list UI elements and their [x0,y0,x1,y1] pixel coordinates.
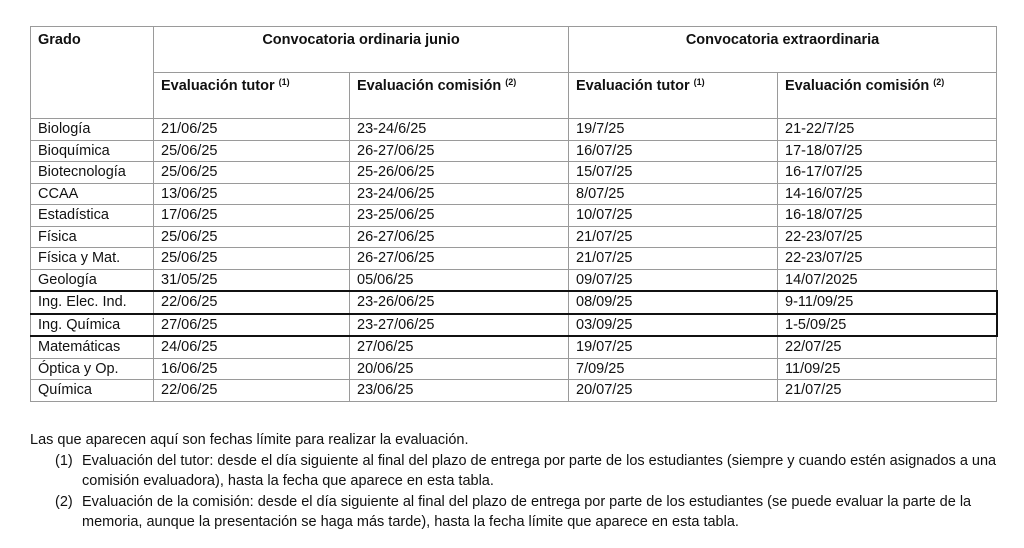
cell-extra-comision: 14/07/2025 [778,269,997,291]
cell-extra-tutor: 08/09/25 [569,291,778,314]
cell-extra-tutor: 21/07/25 [569,226,778,248]
cell-extra-tutor: 16/07/25 [569,140,778,162]
cell-junio-comision: 05/06/25 [350,269,569,291]
table-row [31,358,997,380]
header-convocatoria-junio: Convocatoria ordinaria junio [154,27,569,73]
cell-junio-comision: 26-27/06/25 [350,140,569,162]
cell-junio-tutor: 24/06/25 [154,336,350,358]
cell-junio-comision: 23-24/6/25 [350,119,569,141]
header-grado: Grado [31,27,154,119]
cell-extra-comision: 17-18/07/25 [778,140,997,162]
cell-grado: Bioquímica [31,140,154,162]
note-text: Evaluación del tutor: desde el día siguiente al final del plazo de entrega por parte de los estudiantes (siempre y cuando estén asignados a una comisión evaluadora), hasta la fecha que aparece en esta tabla. [82,452,997,489]
cell-extra-comision: 14-16/07/25 [778,183,997,205]
cell-junio-comision: 23-26/06/25 [350,291,569,314]
table-row [31,183,997,205]
cell-extra-tutor: 21/07/25 [569,248,778,270]
note-item-2 [30,492,1000,533]
cell-junio-comision: 26-27/06/25 [350,226,569,248]
cell-junio-comision: 26-27/06/25 [350,248,569,270]
cell-grado: Matemáticas [31,336,154,358]
cell-junio-tutor: 22/06/25 [154,380,350,402]
cell-extra-tutor: 20/07/25 [569,380,778,402]
cell-junio-comision: 23-25/06/25 [350,205,569,227]
cell-extra-comision: 21-22/7/25 [778,119,997,141]
cell-junio-tutor: 21/06/25 [154,119,350,141]
table-row [31,205,997,227]
cell-junio-tutor: 25/06/25 [154,162,350,184]
cell-extra-comision: 22-23/07/25 [778,248,997,270]
table-row [31,226,997,248]
header-row-groups [31,27,997,73]
cell-grado: Química [31,380,154,402]
header-extra-tutor: Evaluación tutor $^{(1)}$ [569,73,778,119]
cell-grado: CCAA [31,183,154,205]
cell-junio-comision: 23/06/25 [350,380,569,402]
cell-junio-tutor: 31/05/25 [154,269,350,291]
cell-extra-tutor: 10/07/25 [569,205,778,227]
cell-junio-tutor: 25/06/25 [154,140,350,162]
cell-junio-comision: 27/06/25 [350,336,569,358]
cell-junio-comision: 25-26/06/25 [350,162,569,184]
cell-grado: Biología [31,119,154,141]
cell-extra-tutor: 03/09/25 [569,314,778,337]
cell-junio-tutor: 13/06/25 [154,183,350,205]
cell-extra-comision: 1-5/09/25 [778,314,997,337]
cell-extra-tutor: 15/07/25 [569,162,778,184]
notes [30,430,1000,533]
table-row [31,162,997,184]
cell-junio-tutor: 16/06/25 [154,358,350,380]
cell-extra-comision: 9-11/09/25 [778,291,997,314]
cell-grado: Ing. Elec. Ind. [31,291,154,314]
cell-extra-tutor: 19/7/25 [569,119,778,141]
cell-junio-comision: 20/06/25 [350,358,569,380]
cell-grado: Geología [31,269,154,291]
cell-extra-comision: 11/09/25 [778,358,997,380]
cell-extra-comision: 22/07/25 [778,336,997,358]
note-number: (2) [55,493,73,510]
header-row-subcolumns [31,73,997,119]
cell-junio-tutor: 17/06/25 [154,205,350,227]
cell-extra-tutor: 09/07/25 [569,269,778,291]
cell-grado: Estadística [31,205,154,227]
cell-extra-tutor: 7/09/25 [569,358,778,380]
header-junio-tutor: Evaluación tutor $^{(1)}$ [154,73,350,119]
cell-extra-comision: 22-23/07/25 [778,226,997,248]
cell-extra-comision: 16-18/07/25 [778,205,997,227]
cell-junio-tutor: 22/06/25 [154,291,350,314]
cell-extra-tutor: 19/07/25 [569,336,778,358]
table-row [31,119,997,141]
cell-junio-comision: 23-27/06/25 [350,314,569,337]
table-row [31,269,997,291]
cell-grado: Ing. Química [31,314,154,337]
note-number: (1) [55,452,73,469]
table-row [31,291,997,314]
header-extra-comision: Evaluación comisión $^{(2)}$ [778,73,997,119]
note-item-1 [30,451,1000,492]
table-row [31,380,997,402]
note-text: Evaluación de la comisión: desde el día siguiente al final del plazo de entrega por parte de los estudiantes (se puede evaluar la parte de la memoria, aunque la presentación se haga más tarde), hasta la fecha límite que aparece en esta tabla. [82,493,972,530]
dates-table [30,26,998,402]
notes-intro: Las que aparecen aquí son fechas límite para realizar la evaluación. [30,432,469,448]
cell-grado: Biotecnología [31,162,154,184]
cell-extra-comision: 21/07/25 [778,380,997,402]
cell-grado: Física y Mat. [31,248,154,270]
header-convocatoria-extraordinaria: Convocatoria extraordinaria [569,27,997,73]
table-row [31,140,997,162]
table-body [31,119,997,402]
cell-grado: Óptica y Op. [31,358,154,380]
cell-junio-tutor: 27/06/25 [154,314,350,337]
table-row [31,336,997,358]
header-junio-comision: Evaluación comisión $^{(2)}$ [350,73,569,119]
cell-extra-comision: 16-17/07/25 [778,162,997,184]
table-row [31,314,997,337]
cell-extra-tutor: 8/07/25 [569,183,778,205]
cell-junio-comision: 23-24/06/25 [350,183,569,205]
table-row [31,248,997,270]
cell-junio-tutor: 25/06/25 [154,226,350,248]
cell-grado: Física [31,226,154,248]
cell-junio-tutor: 25/06/25 [154,248,350,270]
